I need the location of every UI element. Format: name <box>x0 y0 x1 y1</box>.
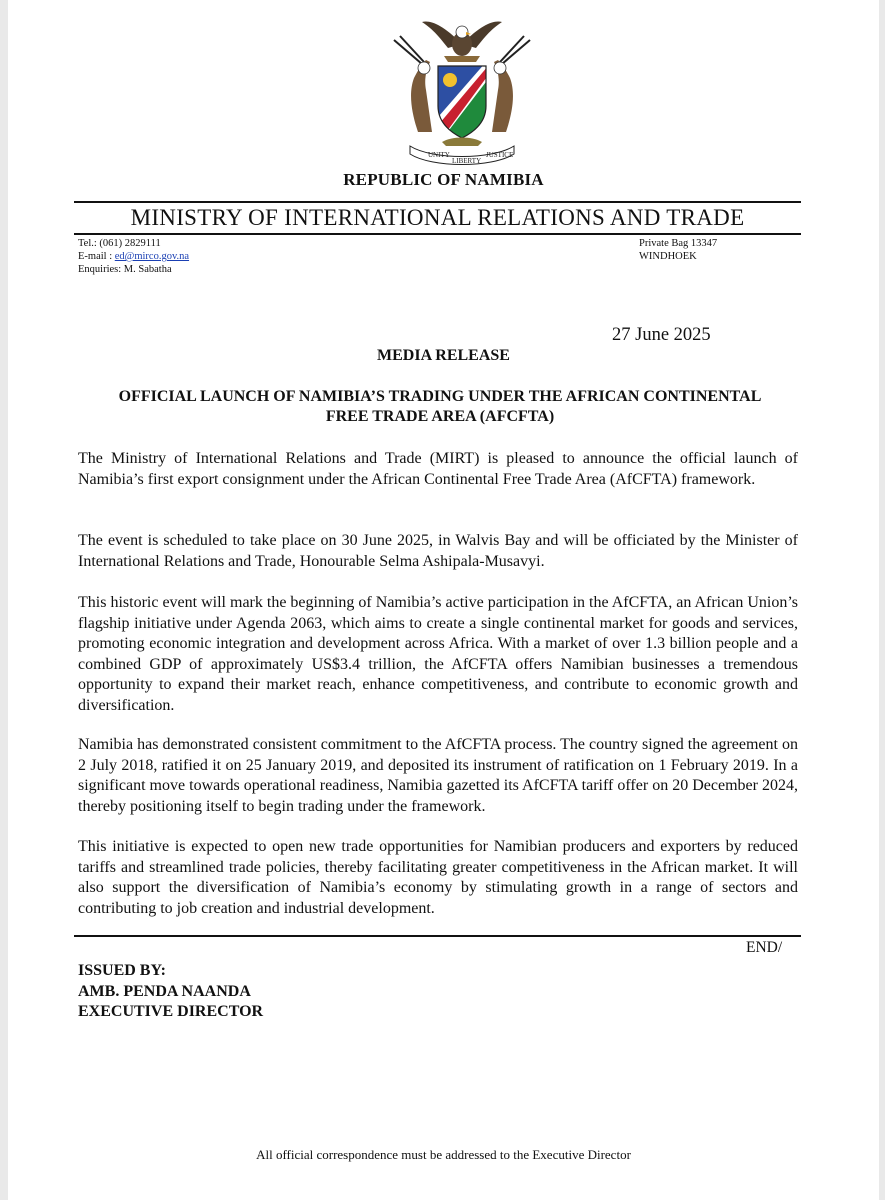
contact-block-left <box>78 237 189 276</box>
end-rule <box>74 935 801 937</box>
paragraph-4: Namibia has demonstrated consistent commitment to the AfCFTA process. The country signed the agreement on 2 July 2018, ratified it on 25 January 2019, and deposited its instrument of ratification on 1 February 2019. In a significant move towards operational readiness, Namibia gazetted its AfCFTA tariff offer on 20 December 2024, thereby positioning itself to begin trading under the framework. <box>78 736 798 815</box>
contact-block-right <box>639 237 717 263</box>
media-release-label: MEDIA RELEASE <box>377 347 510 364</box>
telephone: Tel.: (061) 2829111 <box>78 238 161 249</box>
republic-heading: REPUBLIC OF NAMIBIA <box>343 170 544 189</box>
enquiries: Enquiries: M. Sabatha <box>78 264 172 275</box>
svg-text:UNITY: UNITY <box>428 151 450 159</box>
issuer-name: AMB. PENDA NAANDA <box>78 982 251 1000</box>
paragraph-1: The Ministry of International Relations and Trade (MIRT) is pleased to announce the official launch of Namibia’s first export consignment under the African Continental Free Trade Area (AfCFTA) framework. <box>78 450 798 488</box>
title-line-2: FREE TRADE AREA (AFCFTA) <box>325 408 555 425</box>
paragraph-5: This initiative is expected to open new trade opportunities for Namibian producers and exporters by reduced tariffs and streamlined trade policies, thereby facilitating greater competitiveness in the African market. It will also support the diversification of Namibia’s economy by stimulating growth in a range of sectors and contributing to job creation and industrial development. <box>78 838 798 917</box>
coat-of-arms-icon <box>382 14 542 166</box>
document-page <box>8 0 879 1200</box>
issued-by-block <box>78 961 263 1023</box>
private-bag: Private Bag 13347 <box>639 238 718 249</box>
paragraph-3: This historic event will mark the beginning of Namibia’s active participation in the AfCFTA, an African Union’s flagship initiative under Agenda 2063, which aims to create a single continental market for goods and services, promoting economic integration and development across Africa. With a market of over 1.3 billion people and a combined GDP of approximately US$3.4 trillion, the AfCFTA offers Namibian businesses a tremendous opportunity to expand their market reach, enhance competitiveness, and contribute to economic growth and diversification. <box>78 594 798 714</box>
email-link[interactable]: ed@mirco.gov.na <box>114 251 190 262</box>
paragraph-2: The event is scheduled to take place on 30 June 2025, in Walvis Bay and will be officiated by the Minister of International Relations and Trade, Honourable Selma Ashipala-Musavyi. <box>78 532 798 570</box>
header-top-rule <box>74 201 801 203</box>
ministry-heading: MINISTRY OF INTERNATIONAL RELATIONS AND TRADE <box>130 205 745 230</box>
email-label: E-mail : <box>78 251 115 262</box>
title-line-1: OFFICIAL LAUNCH OF NAMIBIA’S TRADING UNDER THE AFRICAN CONTINENTAL <box>118 388 762 405</box>
header-bottom-rule <box>74 233 801 235</box>
release-date: 27 June 2025 <box>612 325 711 345</box>
svg-text:LIBERTY: LIBERTY <box>452 157 482 165</box>
issuer-position: EXECUTIVE DIRECTOR <box>78 1003 264 1020</box>
city: WINDHOEK <box>639 251 697 262</box>
end-mark: END/ <box>746 939 783 956</box>
email-line <box>78 250 189 263</box>
svg-text:JUSTICE: JUSTICE <box>486 151 514 159</box>
issued-by-label: ISSUED BY: <box>78 962 166 979</box>
footer-note: All official correspondence must be addressed to the Executive Director <box>256 1147 631 1162</box>
release-title <box>74 387 806 427</box>
